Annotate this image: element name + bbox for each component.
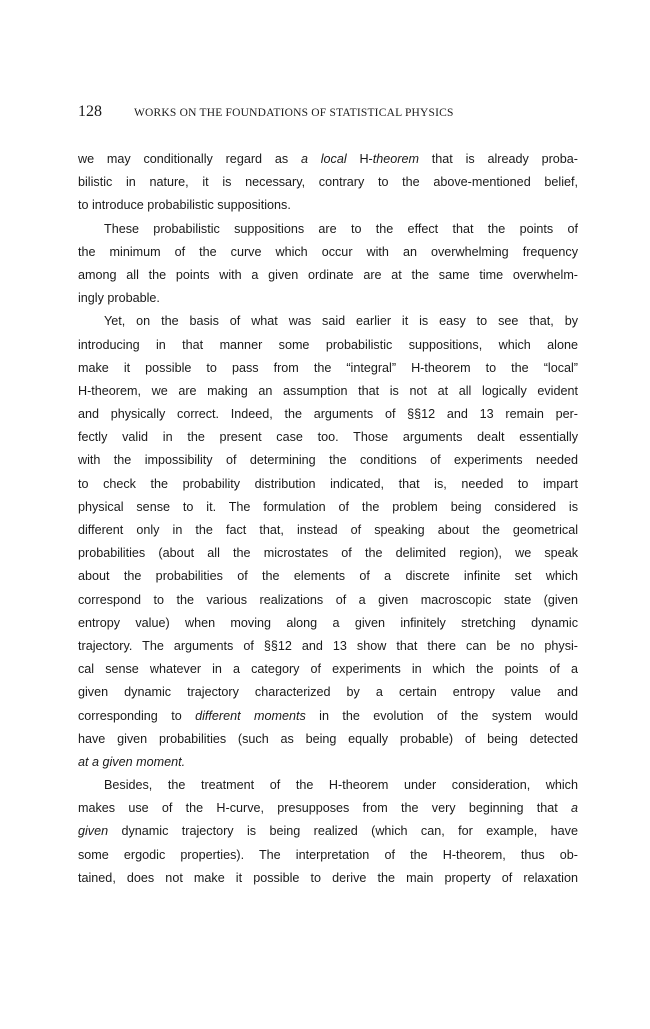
text-line [78,774,578,797]
text-segment: cal sense whatever in a category of experiments in which the points of a [78,662,578,677]
text-segment: bilistic in nature, it is necessary, contrary to the above-mentioned belief, [78,175,578,190]
text-segment: H-theorem, we are making an assumption that is not at all logically evident [78,383,578,398]
text-line [78,218,578,241]
text-line [78,449,578,472]
text-line [78,589,578,612]
text-line [78,496,578,519]
text-line [78,705,578,728]
text-line [78,171,578,194]
text-segment: about the probabilities of the elements of a discrete infinite set which [78,569,578,584]
text-segment: probabilities (about all the microstates of the delimited region), we speak [78,546,578,561]
text-segment: H- [346,152,373,166]
text-segment: and physically correct. Indeed, the arguments of §§12 and 13 remain per- [78,407,578,422]
running-head [78,103,578,123]
text-segment: different only in the fact that, instead of speaking about the geometrical [78,523,578,537]
text-segment: correspond to the various realizations of a given macroscopic state (given [78,592,578,607]
text-line [78,264,578,287]
text-segment: introducing in that manner some probabilistic suppositions, which alone [78,337,578,352]
italic-segment: different moments [195,708,306,723]
text-segment: with the impossibility of determining the conditions of experiments needed [78,453,578,468]
text-line [78,287,578,310]
text-segment: to check the probability distribution indicated, that is, needed to impart [78,476,578,491]
text-segment: among all the points with a given ordinate are at the same time overwhelm- [78,267,578,282]
text-line [78,380,578,403]
text-line [78,357,578,380]
text-line [78,820,578,843]
text-line [78,658,578,681]
text-line [78,403,578,426]
text-line [78,241,578,264]
text-segment: ingly probable. [78,291,160,306]
text-segment: to introduce probabilistic suppositions. [78,198,291,213]
text-line [78,473,578,496]
text-line [78,542,578,565]
text-segment: some ergodic properties). The interpretation of the H-theorem, thus ob- [78,847,578,862]
text-segment: fectly valid in the present case too. Those arguments dealt essentially [78,430,578,445]
text-line [78,148,578,171]
italic-segment: theorem [372,152,419,166]
text-line [78,728,578,751]
text-segment: makes use of the H-curve, presupposes from the very beginning that [78,801,571,816]
italic-segment: at a given moment. [78,754,186,769]
text-line [78,867,578,890]
text-segment: These probabilistic suppositions are to the effect that the points of [104,221,578,236]
text-segment: physical sense to it. The formulation of the problem being considered is [78,499,578,514]
text-line [78,519,578,542]
text-line [78,565,578,588]
text-segment: tained, does not make it possible to derive the main property of relaxation [78,870,578,885]
text-line [78,194,578,217]
text-line [78,612,578,635]
text-segment: make it possible to pass from the “integral” H-theorem to the “local” [78,360,578,375]
italic-segment: a [570,801,578,816]
italic-segment: given [78,824,109,839]
text-segment: given dynamic trajectory characterized by a certain entropy value and [78,685,578,700]
text-line [78,797,578,820]
text-line [78,844,578,867]
italic-segment: a local [300,152,347,166]
running-title: WORKS ON THE FOUNDATIONS OF STATISTICAL PHYSICS [134,107,454,119]
text-line [78,334,578,357]
text-segment: trajectory. The arguments of §§12 and 13 show that there can be no physi- [78,638,578,653]
text-segment: have given probabilities (such as being equally probable) of being detected [78,731,578,746]
text-line [78,681,578,704]
text-segment: entropy value) when moving along a given infinitely stretching dynamic [78,615,578,630]
text-segment: the minimum of the curve which occur with an overwhelming frequency [78,244,578,259]
text-segment: in the evolution of the system would [305,708,578,723]
text-segment: Yet, on the basis of what was said earlier it is easy to see that, by [104,314,578,329]
text-segment: dynamic trajectory is being realized (which can, for example, have [108,824,578,839]
text-segment: corresponding to [78,708,196,723]
text-line [78,635,578,658]
text-segment: we may conditionally regard as [78,152,301,166]
text-segment: that is already proba- [418,152,578,166]
text-line [78,310,578,333]
text-segment: Besides, the treatment of the H-theorem under consideration, which [104,778,578,793]
text-line [78,751,578,774]
text-line [78,426,578,449]
page-number: 128 [78,103,102,120]
body-text [78,148,578,890]
